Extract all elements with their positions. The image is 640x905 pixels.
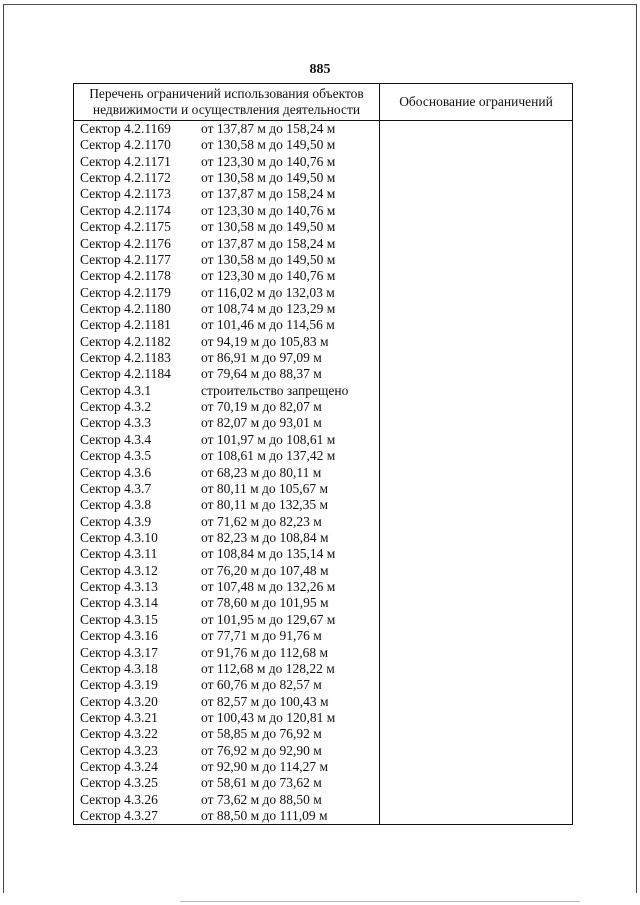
justification-cell: [380, 121, 573, 825]
height-limit: от 78,60 м до 101,95 м: [201, 595, 329, 611]
height-limit: от 130,58 м до 149,50 м: [201, 170, 336, 186]
height-limit: от 94,19 м до 105,83 м: [201, 333, 329, 349]
sector-name: Сектор 4.2.1181: [80, 317, 171, 333]
sector-name: Сектор 4.3.15: [80, 611, 158, 627]
height-limit: от 86,91 м до 97,09 м: [201, 350, 322, 366]
table-row: [74, 154, 379, 170]
table-row: [74, 530, 379, 546]
sector-name: Сектор 4.3.4: [80, 431, 152, 447]
height-limit: от 137,87 м до 158,24 м: [201, 235, 336, 251]
height-limit: от 60,76 м до 82,57 м: [201, 677, 322, 693]
sector-name: Сектор 4.3.17: [80, 644, 158, 660]
table-row: [74, 219, 379, 235]
table-row: [74, 694, 379, 710]
header-justification: Обоснование ограничений: [380, 84, 573, 121]
sector-name: Сектор 4.3.24: [80, 759, 158, 775]
sector-name: Сектор 4.3.8: [80, 497, 152, 513]
sector-name: Сектор 4.3.25: [80, 775, 158, 791]
height-limit: от 82,57 м до 100,43 м: [201, 693, 329, 709]
height-limit: от 130,58 м до 149,50 м: [201, 137, 336, 153]
table-row: [74, 497, 379, 513]
height-limit: от 92,90 м до 114,27 м: [201, 759, 329, 775]
height-limit: от 91,76 м до 112,68 м: [201, 644, 329, 660]
sector-name: Сектор 4.2.1171: [80, 153, 171, 169]
height-limit: от 80,11 м до 105,67 м: [201, 480, 329, 496]
sector-name: Сектор 4.3.19: [80, 677, 158, 693]
height-limit: от 123,30 м до 140,76 м: [201, 153, 336, 169]
table-row: [74, 334, 379, 350]
table-row: [74, 808, 379, 824]
scan-edge-top: [4, 4, 636, 5]
sector-name: Сектор 4.2.1169: [80, 121, 171, 136]
table-row: [74, 366, 379, 382]
sector-name: Сектор 4.3.9: [80, 513, 152, 529]
sector-name: Сектор 4.2.1179: [80, 284, 171, 300]
sector-name: Сектор 4.2.1172: [80, 170, 171, 186]
height-limit: от 73,62 м до 88,50 м: [201, 791, 322, 807]
sector-name: Сектор 4.3.2: [80, 399, 152, 415]
table-row: [74, 137, 379, 153]
table-row: [74, 595, 379, 611]
sector-name: Сектор 4.3.1: [80, 382, 152, 398]
table-row: [74, 121, 379, 137]
sector-name: Сектор 4.2.1182: [80, 333, 171, 349]
header-restrictions-list: [74, 84, 380, 121]
height-limit: от 137,87 м до 158,24 м: [201, 186, 336, 202]
height-limit: от 88,50 м до 111,09 м: [201, 808, 328, 824]
sector-name: Сектор 4.2.1170: [80, 137, 171, 153]
height-limit: от 123,30 м до 140,76 м: [201, 202, 336, 218]
table-row: [74, 415, 379, 431]
height-limit: от 107,48 м до 132,26 м: [201, 579, 336, 595]
sector-name: Сектор 4.3.26: [80, 791, 158, 807]
height-limit: от 100,43 м до 120,81 м: [201, 709, 336, 725]
height-limit: от 123,30 м до 140,76 м: [201, 268, 336, 284]
height-limit: от 137,87 м до 158,24 м: [201, 121, 336, 136]
table-row: [74, 317, 379, 333]
sector-name: Сектор 4.2.1176: [80, 235, 171, 251]
sector-name: Сектор 4.3.23: [80, 742, 158, 758]
table-row: [74, 465, 379, 481]
height-limit: от 76,92 м до 92,90 м: [201, 742, 322, 758]
table-row: [74, 546, 379, 562]
table-row: [74, 743, 379, 759]
sector-name: Сектор 4.3.18: [80, 660, 158, 676]
height-limit: от 71,62 м до 82,23 м: [201, 513, 322, 529]
height-limit: от 58,85 м до 76,92 м: [201, 726, 322, 742]
height-limit: от 101,97 м до 108,61 м: [201, 431, 336, 447]
scan-edge-right: [636, 4, 637, 893]
table-row: [74, 383, 379, 399]
table-row: [74, 268, 379, 284]
height-limit: от 108,74 м до 123,29 м: [201, 300, 336, 316]
sector-name: Сектор 4.2.1184: [80, 366, 171, 382]
table-row: [74, 612, 379, 628]
height-limit: от 101,46 м до 114,56 м: [201, 317, 335, 333]
sector-name: Сектор 4.2.1180: [80, 300, 171, 316]
table-row: [74, 579, 379, 595]
scan-edge-left: [3, 4, 4, 893]
sector-name: Сектор 4.3.16: [80, 628, 158, 644]
height-limit: от 70,19 м до 82,07 м: [201, 399, 322, 415]
sector-name: Сектор 4.3.6: [80, 464, 152, 480]
height-limit: от 130,58 м до 149,50 м: [201, 219, 336, 235]
table-row: [74, 563, 379, 579]
sector-name: Сектор 4.3.14: [80, 595, 158, 611]
scan-edge-bottom: [180, 901, 580, 902]
page-number: 885: [309, 62, 331, 77]
table-row: [74, 186, 379, 202]
height-limit: от 116,02 м до 132,03 м: [201, 284, 335, 300]
height-limit: от 76,20 м до 107,48 м: [201, 562, 329, 578]
sector-name: Сектор 4.2.1174: [80, 202, 171, 218]
table-row: [74, 432, 379, 448]
sector-name: Сектор 4.3.10: [80, 529, 158, 545]
header-restrictions-line-1: Перечень ограничений использования объектов: [89, 86, 364, 101]
table-row: [74, 448, 379, 464]
sector-name: Сектор 4.2.1177: [80, 251, 171, 267]
table-row: [74, 514, 379, 530]
sector-name: Сектор 4.3.12: [80, 562, 158, 578]
sector-name: Сектор 4.3.22: [80, 726, 158, 742]
sector-name: Сектор 4.2.1175: [80, 219, 171, 235]
table-row: [74, 301, 379, 317]
table-row: [74, 726, 379, 742]
height-limit: от 77,71 м до 91,76 м: [201, 628, 322, 644]
sector-name: Сектор 4.3.3: [80, 415, 152, 431]
height-limit: от 79,64 м до 88,37 м: [201, 366, 322, 382]
sector-name: Сектор 4.3.13: [80, 579, 158, 595]
sector-name: Сектор 4.3.7: [80, 480, 152, 496]
sector-name: Сектор 4.2.1183: [80, 350, 171, 366]
height-limit: от 82,23 м до 108,84 м: [201, 529, 329, 545]
table-row: [74, 792, 379, 808]
sector-name: Сектор 4.2.1178: [80, 268, 171, 284]
height-limit: от 108,61 м до 137,42 м: [201, 448, 336, 464]
height-limit: от 101,95 м до 129,67 м: [201, 611, 336, 627]
table-row: [74, 350, 379, 366]
sector-name: Сектор 4.3.5: [80, 448, 152, 464]
table-row: [74, 481, 379, 497]
header-restrictions-line-2: недвижимости и осуществления деятельности: [92, 102, 361, 117]
height-limit: от 58,61 м до 73,62 м: [201, 775, 322, 791]
sector-name: Сектор 4.2.1173: [80, 186, 171, 202]
table-row: [74, 645, 379, 661]
height-limit: от 130,58 м до 149,50 м: [201, 251, 336, 267]
height-limit: от 68,23 м до 80,11 м: [201, 464, 322, 480]
sector-name: Сектор 4.3.21: [80, 709, 158, 725]
sector-name: Сектор 4.3.27: [80, 808, 158, 824]
sector-rows: [74, 121, 379, 824]
height-limit: от 112,68 м до 128,22 м: [201, 660, 335, 676]
table-row: [74, 661, 379, 677]
restrictions-table: [73, 83, 573, 825]
height-limit: строительство запрещено: [201, 382, 349, 398]
table-header-row: [74, 84, 573, 121]
restrictions-list-cell: [74, 121, 380, 825]
table-row: [74, 775, 379, 791]
table-row: [74, 236, 379, 252]
table-row: [74, 252, 379, 268]
table-row: [74, 285, 379, 301]
table-row: [74, 170, 379, 186]
height-limit: от 82,07 м до 93,01 м: [201, 415, 322, 431]
sector-name: Сектор 4.3.11: [80, 546, 158, 562]
table-row: [74, 628, 379, 644]
table-row: [74, 759, 379, 775]
height-limit: от 108,84 м до 135,14 м: [201, 546, 336, 562]
table-row: [74, 203, 379, 219]
height-limit: от 80,11 м до 132,35 м: [201, 497, 329, 513]
table-row: [74, 710, 379, 726]
sector-name: Сектор 4.3.20: [80, 693, 158, 709]
table-row: [74, 677, 379, 693]
table-row: [74, 399, 379, 415]
